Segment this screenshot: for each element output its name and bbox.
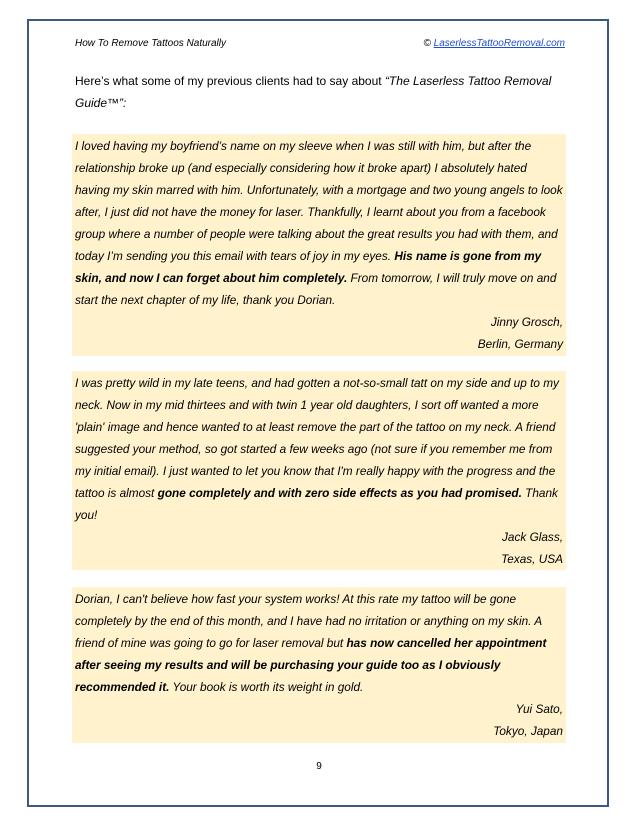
testimonial-name: Jack Glass,	[502, 530, 563, 544]
intro-paragraph	[75, 70, 565, 114]
testimonial-text-after: Thank you!	[75, 486, 558, 522]
testimonial-text	[75, 588, 563, 698]
testimonial-text	[75, 372, 563, 526]
testimonial-text-after: Your book is worth its weight in gold.	[169, 680, 364, 694]
header-copyright	[423, 38, 565, 49]
testimonial-location: Berlin, Germany	[477, 337, 563, 351]
testimonial-location: Texas, USA	[501, 552, 563, 566]
testimonial-box	[72, 371, 566, 570]
testimonial-text-before: Dorian, I can't believe how fast your system works! At this rate my tattoo will be gone completely by the end of this month, and I have had no irritation or anything on my skin. A friend of mine was going to go for laser removal but	[75, 592, 542, 650]
header-site-link[interactable]: LaserlessTattooRemoval.com	[433, 38, 565, 49]
page-number: 9	[316, 761, 322, 772]
header-title: How To Remove Tattoos Naturally	[75, 38, 226, 49]
intro-book-title: “The Laserless Tattoo Removal Guide™”:	[75, 74, 552, 110]
testimonial-highlight: has now cancelled her appointment after seeing my results and will be purchasing your guide too as I obviously recommended it.	[75, 636, 547, 694]
testimonial-box	[72, 134, 566, 356]
testimonial-highlight: His name is gone from my skin, and now I can forget about him completely.	[75, 249, 542, 285]
testimonial-text-after: From tomorrow, I will truly move on and start the next chapter of my life, thank you Dorian.	[75, 271, 557, 307]
copyright-symbol: ©	[423, 38, 434, 49]
testimonial-location: Tokyo, Japan	[493, 724, 563, 738]
testimonial-text-before: I loved having my boyfriend’s name on my sleeve when I was still with him, but after the relationship broke up (and especially considering how it broke apart) I absolutely hated having my skin marred with him. Unfortunately, with a mortgage and two young angels to look after, I just did not have the money for laser. Thankfully, I learnt about you from a facebook group where a number of people were talking about the great results you had with them, and today I’m sending you this email with tears of joy in my eyes.	[75, 139, 563, 263]
testimonial-box	[72, 587, 566, 743]
intro-text: Here’s what some of my previous clients had to say about	[75, 74, 385, 88]
testimonial-text	[75, 135, 563, 311]
page-header	[75, 38, 565, 52]
testimonial-text-before: I was pretty wild in my late teens, and had gotten a not-so-small tatt on my side and up to my neck. Now in my mid thirtees and with twin 1 year old daughters, I sort off wanted a more 'plain' image and hence wanted to at least remove the part of the tattoo on my neck. A friend suggested your method, so got started a few weeks ago (not sure if you remember me from my initial email). I just wanted to let you know that I'm really happy with the progress and the tattoo is almost	[75, 376, 559, 500]
testimonial-highlight: gone completely and with zero side effects as you had promised.	[157, 486, 522, 500]
testimonial-name: Yui Sato,	[515, 702, 563, 716]
testimonial-name: Jinny Grosch,	[490, 315, 563, 329]
